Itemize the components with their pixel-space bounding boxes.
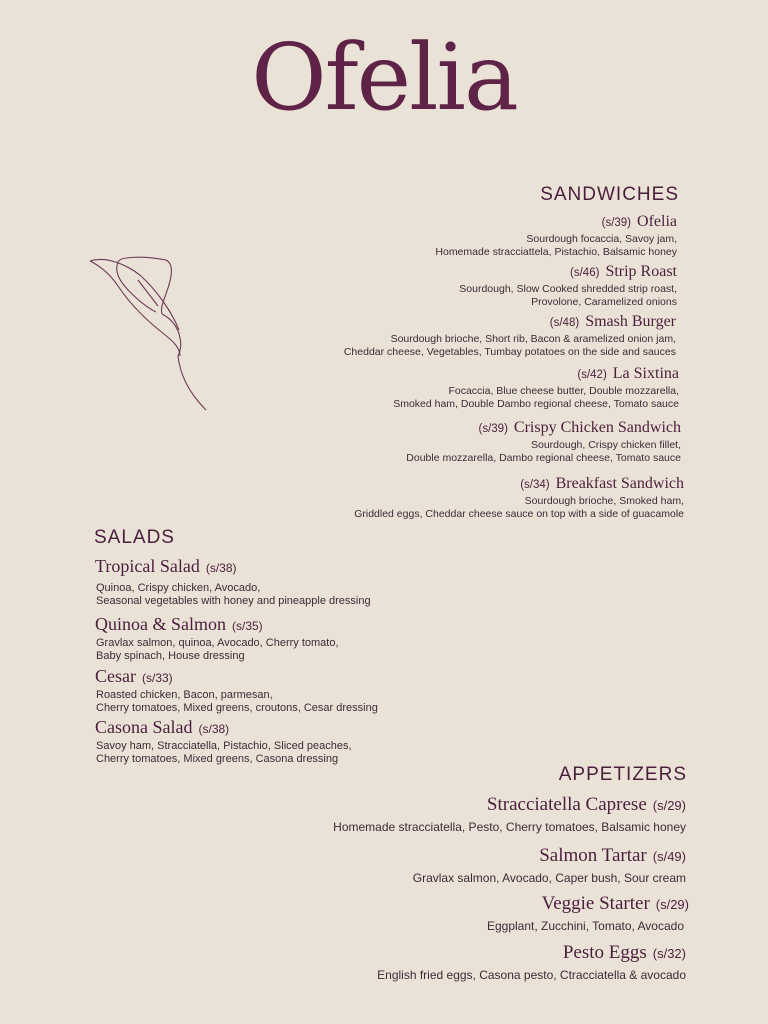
item-description: Quinoa, Crispy chicken, Avocado, — [96, 582, 261, 594]
item-description: English fried eggs, Casona pesto, Ctracciatella & avocado — [377, 968, 686, 982]
menu-item — [487, 892, 689, 934]
item-price: (s/46) — [570, 267, 600, 279]
item-description: Baby spinach, House dressing — [96, 650, 245, 662]
menu-item — [344, 312, 676, 358]
item-name: Tropical Salad — [95, 556, 200, 576]
menu-item — [459, 262, 677, 308]
calla-lily-line-drawing-icon — [86, 252, 211, 414]
item-price: (s/35) — [232, 619, 263, 633]
item-description: Double mozzarella, Dambo regional cheese, Tomato sauce — [406, 451, 681, 464]
menu-item — [413, 844, 686, 886]
item-description: Focaccia, Blue cheese butter, Double mozzarella, — [448, 385, 679, 397]
item-description: Eggplant, Zucchini, Tomato, Avocado — [486, 919, 684, 933]
item-description: Smoked ham, Double Dambo regional cheese, Tomato sauce — [393, 397, 679, 410]
brand-logo: Ofelia — [251, 24, 517, 131]
item-name: Pesto Eggs — [562, 942, 647, 963]
item-description: Sourdough brioche, Short rib, Bacon & aramelized onion jam, — [390, 333, 676, 345]
menu-item — [393, 364, 679, 410]
item-price: (s/29) — [655, 897, 689, 912]
item-price: (s/32) — [652, 946, 686, 961]
item-price: (s/39) — [478, 423, 508, 435]
item-description: Cherry tomatoes, Mixed greens, croutons, Cesar dressing — [96, 702, 378, 714]
item-name: Casona Salad — [95, 717, 193, 737]
item-description: Savoy ham, Stracciatella, Pistachio, Sliced peaches, — [96, 740, 352, 752]
item-price: (s/48) — [549, 317, 580, 329]
item-description: Homemade stracciatella, Pesto, Cherry tomatoes, Balsamic honey — [333, 820, 686, 834]
item-description: Sourdough brioche, Smoked ham, — [524, 495, 684, 507]
section-title-sandwiches: SANDWICHES — [540, 184, 679, 205]
item-price: (s/33) — [141, 671, 173, 685]
item-description: Seasonal vegetables with honey and pineapple dressing — [96, 595, 371, 607]
menu-item — [95, 716, 352, 766]
item-name: Breakfast Sandwich — [555, 475, 684, 492]
menu-item — [435, 212, 677, 258]
item-price: (s/42) — [577, 369, 607, 381]
item-name: Stracciatella Caprese — [486, 794, 647, 815]
item-name: Smash Burger — [585, 313, 676, 330]
item-description: Sourdough focaccia, Savoy jam, — [526, 233, 677, 245]
item-description: Sourdough, Slow Cooked shredded strip roast, — [459, 283, 677, 295]
item-price: (s/49) — [652, 849, 686, 864]
menu-item — [354, 474, 684, 520]
menu-item — [406, 418, 681, 464]
item-name: Cesar — [95, 666, 136, 686]
menu-item — [95, 665, 378, 715]
item-name: Ofelia — [637, 213, 677, 230]
item-description: Provolone, Caramelized onions — [531, 295, 677, 308]
item-name: La Sixtina — [612, 365, 679, 382]
item-price: (s/38) — [198, 722, 230, 736]
item-price: (s/38) — [205, 561, 237, 575]
item-name: Crispy Chicken Sandwich — [513, 419, 681, 436]
item-name: Quinoa & Salmon — [95, 614, 226, 634]
item-description: Gravlax salmon, Avocado, Caper bush, Sour cream — [412, 871, 686, 885]
item-description: Sourdough, Crispy chicken fillet, — [531, 439, 681, 451]
item-name: Salmon Tartar — [539, 845, 647, 866]
item-description: Roasted chicken, Bacon, parmesan, — [96, 689, 273, 701]
menu-item — [95, 555, 371, 608]
menu-item — [333, 793, 686, 835]
section-title-appetizers: APPETIZERS — [558, 764, 687, 785]
item-price: (s/39) — [601, 217, 632, 229]
item-description: Gravlax salmon, quinoa, Avocado, Cherry tomato, — [96, 637, 339, 649]
item-description: Griddled eggs, Cheddar cheese sauce on top with a side of guacamole — [354, 507, 684, 520]
menu-item — [377, 941, 686, 983]
item-name: Veggie Starter — [541, 893, 650, 914]
item-price: (s/34) — [520, 479, 550, 491]
item-name: Strip Roast — [605, 263, 677, 280]
item-description: Cherry tomatoes, Mixed greens, Casona dressing — [96, 753, 339, 765]
item-description: Cheddar cheese, Vegetables, Tumbay potatoes on the side and sauces — [343, 345, 676, 358]
item-description: Homemade stracciattela, Pistachio, Balsamic honey — [435, 245, 677, 258]
menu-item — [95, 613, 339, 663]
item-price: (s/29) — [652, 798, 686, 813]
section-title-salads: SALADS — [94, 527, 175, 548]
